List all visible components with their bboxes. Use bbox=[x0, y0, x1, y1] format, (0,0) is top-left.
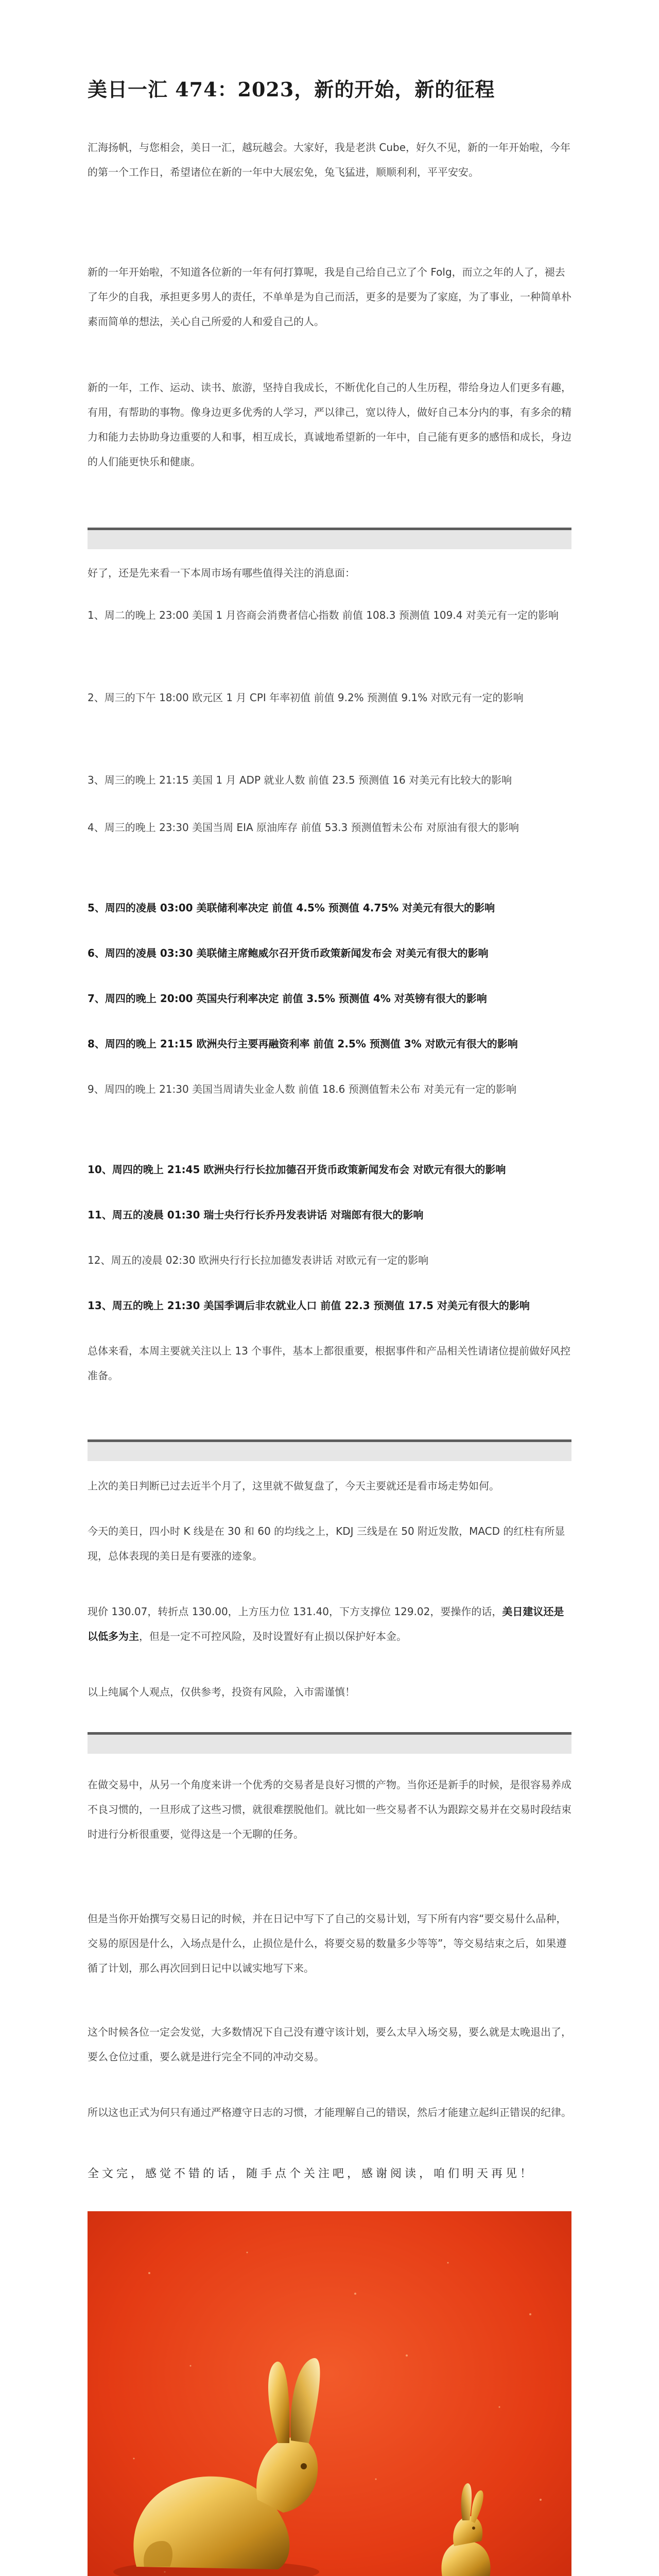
section-divider bbox=[88, 1732, 571, 1754]
paragraph-text: 上次的美日判断已过去近半个月了，这里就不做复盘了，今天主要就还是看市场走势如何。 bbox=[88, 1480, 499, 1492]
paragraph-text: 这个时候各位一定会发觉，大多数情况下自己没有遵守该计划，要么太早入场交易，要么就是太晚退出了，要么仓位过重，要么就是进行完全不同的冲动交易。 bbox=[88, 2026, 571, 2063]
paragraph-text: 但是当你开始撰写交易日记的时候，并在日记中写下了自己的交易计划，写下所有内容“要交易什么品种，交易的原因是什么，入场点是什么，止损位是什么，将要交易的数量多少等等”，等交易结束之后，如果遵循了计划，那么再次回到日记中以诚实地写下来。 bbox=[88, 1912, 567, 1974]
event-item-2: 2、周三的下午 18:00 欧元区 1 月 CPI 年率初值 前值 9.2% 预测值 9.1% 对欧元有一定的影响 bbox=[88, 691, 524, 704]
event-item-13: 13、周五的晚上 21:30 美国季调后非农就业人口 前值 22.3 预测值 17.5 对美元有很大的影响 bbox=[88, 1299, 530, 1312]
paragraph-text: 以上纯属个人观点，仅供参考，投资有风险，入市需谨慎！ bbox=[88, 1686, 355, 1698]
paragraph-text: 新的一年开始啦，不知道各位新的一年有何打算呢，我是自己给自己立了个 Folg，而立之年的人了，褪去了年少的自我，承担更多男人的责任，不单单是为自己而活，更多的是要为了家庭，为了事业，一种简单朴素而简单的想法，关心自己所爱的人和爱自己的人。 bbox=[88, 266, 571, 328]
paragraph-text: 总体来看，本周主要就关注以上 13 个事件，基本上都很重要，根据事件和产品相关性请诸位提前做好风控准备。 bbox=[88, 1345, 571, 1382]
intro-paragraph-1 bbox=[88, 135, 571, 184]
event-item-1: 1、周二的晚上 23:00 美国 1 月咨商会消费者信心指数 前值 108.3 预测值 109.4 对美元有一定的影响 bbox=[88, 609, 559, 621]
rabbit-illustration bbox=[88, 2211, 571, 2576]
habits-paragraph-1 bbox=[88, 1772, 571, 1846]
calendar-intro: 好了，还是先来看一下本周市场有哪些值得关注的消息面： bbox=[88, 567, 355, 579]
analysis-paragraph-1 bbox=[88, 1473, 571, 1498]
new-year-rabbit-photo bbox=[88, 2211, 571, 2576]
event-item-6: 6、周四的凌晨 03:30 美联储主席鲍威尔召开货币政策新闻发布会 对美元有很大的影响 bbox=[88, 947, 489, 959]
event-item-4: 4、周三的晚上 23:30 美国当周 EIA 原油库存 前值 53.3 预测值暂未公布 对原油有很大的影响 bbox=[88, 821, 519, 834]
habits-paragraph-2 bbox=[88, 1906, 571, 1980]
summary-paragraph bbox=[88, 1338, 571, 1388]
event-item-11: 11、周五的凌晨 01:30 瑞士央行行长乔丹发表讲话 对瑞郎有很大的影响 bbox=[88, 1209, 424, 1221]
price-recommendation: 美日建议还是以低多为主 bbox=[88, 1605, 564, 1642]
disclaimer-paragraph bbox=[88, 1680, 571, 1704]
event-item-8: 8、周四的晚上 21:15 欧洲央行主要再融资利率 前值 2.5% 预测值 3% 对欧元有很大的影响 bbox=[88, 1038, 518, 1050]
intro-paragraph-3 bbox=[88, 375, 571, 474]
event-item-3: 3、周三的晚上 21:15 美国 1 月 ADP 就业人数 前值 23.5 预测值 16 对美元有比较大的影响 bbox=[88, 774, 512, 786]
event-item-10: 10、周四的晚上 21:45 欧洲央行行长拉加德召开货币政策新闻发布会 对欧元有很大的影响 bbox=[88, 1163, 506, 1176]
section-divider bbox=[88, 1439, 571, 1461]
event-item-7: 7、周四的晚上 20:00 英国央行利率决定 前值 3.5% 预测值 4% 对英镑有很大的影响 bbox=[88, 992, 487, 1005]
paragraph-text: 所以这也正式为何只有通过严格遵守日志的习惯，才能理解自己的错误，然后才能建立起纠正错误的纪律。 bbox=[88, 2106, 571, 2119]
habits-paragraph-4 bbox=[88, 2100, 571, 2125]
paragraph-text: 汇海扬帆，与您相会，美日一汇，越玩越会。大家好，我是老洪 Cube，好久不见，新的一年开始啦，今年的第一个工作日，希望诸位在新的一年中大展宏免，兔飞猛进，顺顺利利，平平安安。 bbox=[88, 141, 570, 178]
paragraph-text: 新的一年，工作、运动、读书、旅游，坚持自我成长，不断优化自己的人生历程，带给身边人们更多有趣，有用，有帮助的事物。像身边更多优秀的人学习，严以律己，宽以待人，做好自己本分内的事，有多余的精力和能力去协助身边重要的人和事，相互成长，真诚地希望新的一年中，自己能有更多的感悟和成长，身边的人们能更快乐和健康。 bbox=[88, 381, 571, 468]
section-divider bbox=[88, 528, 571, 549]
analysis-paragraph-2 bbox=[88, 1519, 571, 1568]
price-tail: ，但是一定不可控风险，及时设置好有止损以保护好本金。 bbox=[139, 1630, 407, 1642]
paragraph-text bbox=[88, 1599, 571, 1649]
event-item-12: 12、周五的凌晨 02:30 欧洲央行行长拉加德发表讲话 对欧元有一定的影响 bbox=[88, 1254, 429, 1266]
intro-paragraph-2 bbox=[88, 260, 571, 334]
event-item-5: 5、周四的凌晨 03:00 美联储利率决定 前值 4.5% 预测值 4.75% 对美元有很大的影响 bbox=[88, 902, 495, 914]
habits-paragraph-3 bbox=[88, 2020, 571, 2069]
price-text: 现价 130.07，转折点 130.00，上方压力位 131.40，下方支撑位 129.02，要操作的话， bbox=[88, 1605, 502, 1618]
event-item-9: 9、周四的晚上 21:30 美国当周请失业金人数 前值 18.6 预测值暂未公布 对美元有一定的影响 bbox=[88, 1083, 517, 1095]
closing-line: 全文完，感觉不错的话，随手点个关注吧，感谢阅读，咱们明天再见！ bbox=[88, 2167, 535, 2180]
paragraph-text: 今天的美日，四小时 K 线是在 30 和 60 的均线之上，KDJ 三线是在 50 附近发散，MACD 的红柱有所显现，总体表现的美日是有要涨的迹象。 bbox=[88, 1525, 565, 1562]
article-title: 美日一汇 474：2023，新的开始，新的征程 bbox=[88, 78, 495, 101]
paragraph-text: 在做交易中，从另一个角度来讲一个优秀的交易者是良好习惯的产物。当你还是新手的时候，是很容易养成不良习惯的，一旦形成了这些习惯，就很难摆脱他们。就比如一些交易者不认为跟踪交易并在交易时段结束时进行分析很重要，觉得这是一个无聊的任务。 bbox=[88, 1778, 571, 1840]
price-paragraph bbox=[88, 1599, 571, 1649]
